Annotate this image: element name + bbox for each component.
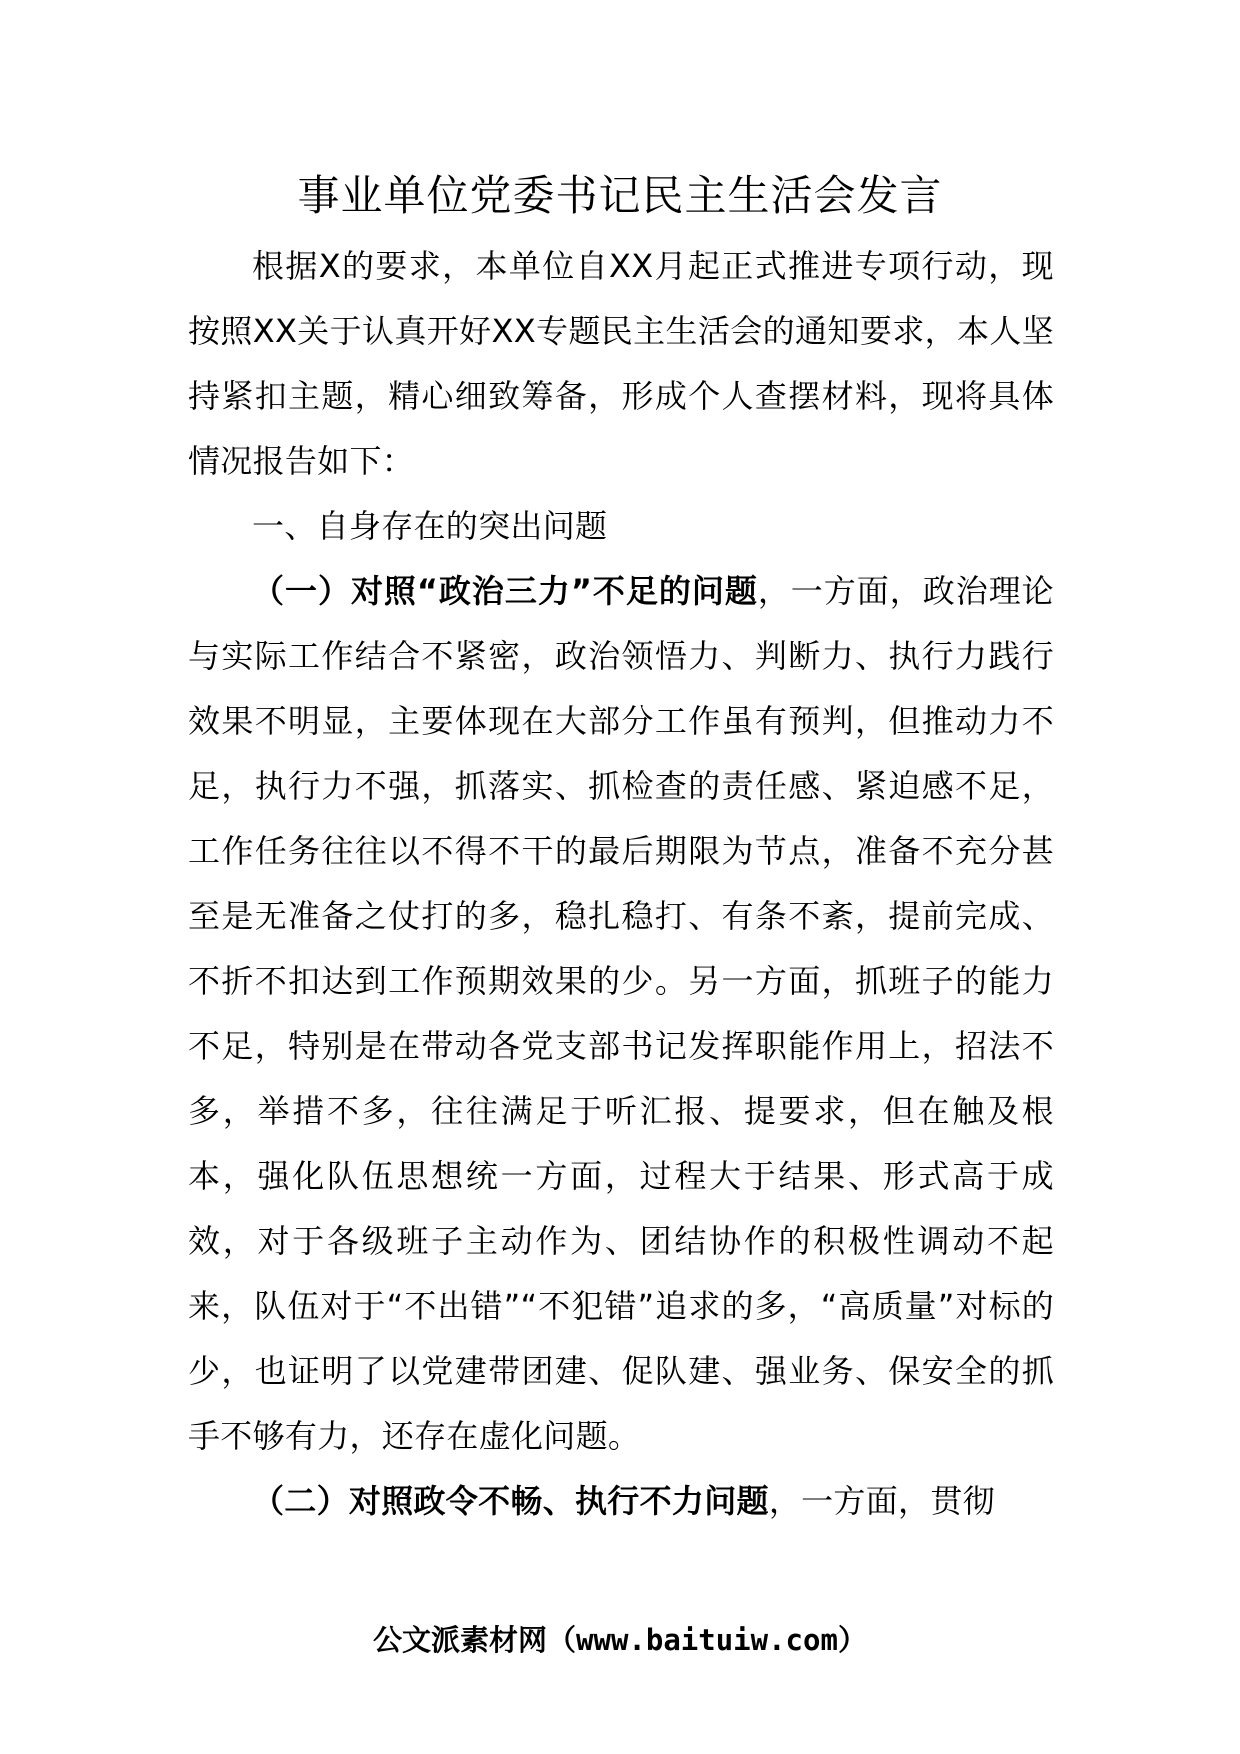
document-body (188, 234, 1054, 1534)
item-1-text: ，一方面，政治理论与实际工作结合不紧密，政治领悟力、判断力、执行力践行效果不明显，主要体现在大部分工作虽有预判，但推动力不足，执行力不强，抓落实、抓检查的责任感、紧迫感不足，工作任务往往以不得不干的最后期限为节点，准备不充分甚至是无准备之仗打的多，稳扎稳打、有条不紊，提前完成、不折不扣达到工作预期效果的少。另一方面，抓班子的能力不足，特别是在带动各党支部书记发挥职能作用上，招法不多，举措不多，往往满足于听汇报、提要求，但在触及根本，强化队伍思想统一方面，过程大于结果、形式高于成效，对于各级班子主动作为、团结协作的积极性调动不起来，队伍对于“不出错”“不犯错”追求的多，“高质量”对标的少，也证明了以党建带团建、促队建、强业务、保安全的抓手不够有力，还存在虚化问题。 (188, 572, 1054, 1455)
watermark-footer (0, 1620, 1240, 1660)
document-title: 事业单位党委书记民主生活会发言 (297, 171, 943, 220)
footer-url: （www.baituiw.com） (547, 1623, 867, 1657)
footer-site-name: 公文派素材网 (373, 1623, 548, 1657)
item-2-text: ，一方面，贯彻 (768, 1482, 995, 1520)
item-1-heading: （一）对照“政治三力”不足的问题 (252, 572, 758, 610)
intro-paragraph: 根据X的要求，本单位自XX月起正式推进专项行动，现按照XX关于认真开好XX专题民主生活会的通知要求，本人坚持紧扣主题，精心细致筹备，形成个人查摆材料，现将具体情况报告如下： (188, 247, 1054, 480)
section-heading: 一、自身存在的突出问题 (252, 507, 608, 545)
item-2-paragraph (188, 1469, 1054, 1534)
item-2-heading: （二）对照政令不畅、执行不力问题 (252, 1482, 769, 1520)
item-1-paragraph (188, 559, 1054, 1469)
